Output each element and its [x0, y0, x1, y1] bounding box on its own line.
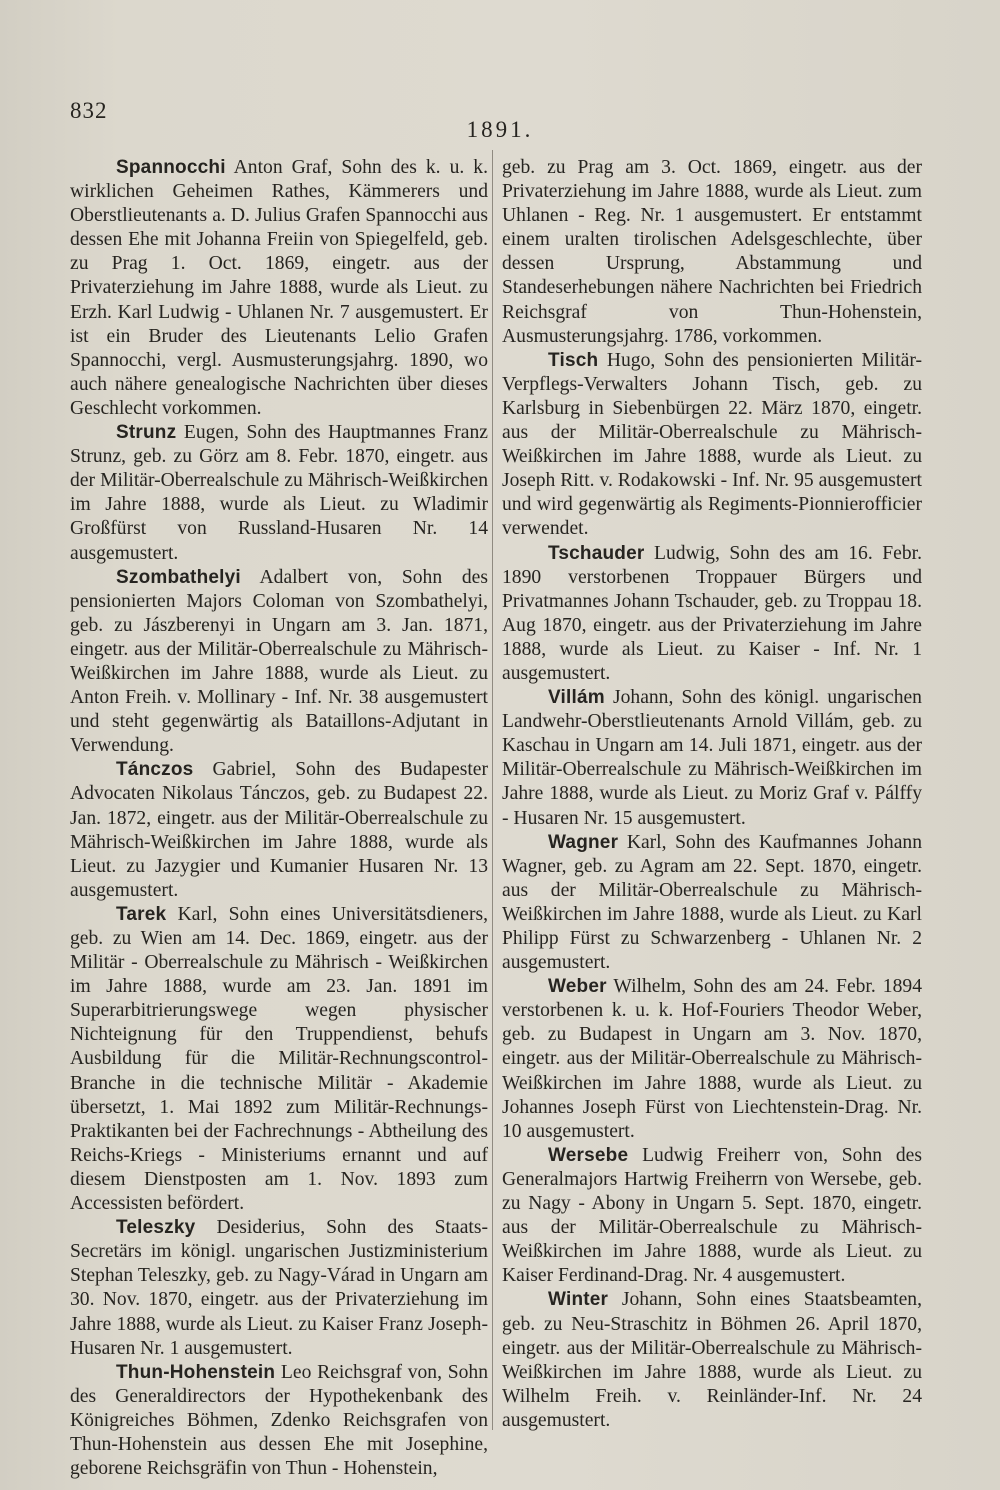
entry-surname: Winter — [548, 1289, 609, 1311]
entry-text: Karl, Sohn des Kaufmannes Johann Wagner, geb. zu Agram am 22. Sept. 1870, eingetr. aus der Militär-Oberrealschule zu Mährisch-Weißkirchen im Jahre 1888, wurde als Lieut. zu Karl Philipp Fürst zu Schwarzenberg - Uhlanen Nr. 2 ausgemustert. — [502, 831, 922, 974]
entry — [502, 686, 922, 831]
entry-surname: Weber — [548, 976, 607, 998]
entry-surname: Villám — [548, 687, 605, 709]
entry — [502, 1288, 922, 1433]
entry-text: Wilhelm, Sohn des am 24. Febr. 1894 verstorbenen k. u. k. Hof-Fouriers Theodor Weber, geb. zu Budapest in Ungarn am 3. Nov. 1870, eingetr. aus der Militär-Oberrealschule zu Mährisch-Weißkirchen im Jahre 1888, wurde als Lieut. zu Johannes Joseph Fürst von Liechtenstein-Drag. Nr. 10 ausgemustert. — [502, 976, 922, 1142]
entry — [70, 903, 488, 1216]
entry — [70, 758, 488, 903]
entry-surname: Wersebe — [548, 1144, 629, 1166]
entry — [70, 156, 488, 421]
entry-text: Johann, Sohn eines Staatsbeamten, geb. zu Neu-Straschitz in Böhmen 26. April 1870, eingetr. aus der Militär-Oberrealschule zu Mährisch-Weißkirchen im Jahre 1888, wurde als Lieut. zu Wilhelm Freih. v. Reinländer-Inf. Nr. 24 ausgemustert. — [502, 1289, 922, 1431]
entry — [70, 1361, 488, 1481]
entry-text: Hugo, Sohn des pensionierten Militär-Verpflegs-Verwalters Johann Tisch, geb. zu Karlsburg in Siebenbürgen 22. März 1870, eingetr. aus der Militär-Oberrealschule zu Mährisch-Weißkirchen im Jahre 1888, wurde als Lieut. zu Joseph Ritt. v. Rodakowski - Inf. Nr. 95 ausgemustert und wird gegenwärtig als Regiments-Pionnierofficier verwendet. — [502, 349, 923, 540]
entry-text: Anton Graf, Sohn des k. u. k. wirklichen Geheimen Rathes, Kämmerers und Oberstlieutenants a. D. Julius Grafen Spannocchi aus dessen Ehe mit Johanna Freiin von Spiegelfeld, geb. zu Prag 1. Oct. 1869, eingetr. aus der Privaterziehung im Jahre 1888, wurde als Lieut. zu Erzh. Karl Ludwig - Uhlanen Nr. 7 ausgemustert. Er ist ein Bruder des Lieutenants Lelio Grafen Spannocchi, vergl. Ausmusterungsjahrg. 1890, wo auch nähere genealogische Nachrichten über dieses Geschlecht vorkommen. — [70, 157, 488, 419]
running-head-year: 1891. — [466, 117, 534, 142]
entry — [502, 831, 922, 976]
left-column — [70, 156, 488, 1481]
entry-surname: Wagner — [548, 831, 619, 853]
entry-surname: Tarek — [116, 903, 167, 925]
entry-text: Eugen, Sohn des Hauptmannes Franz Strunz, geb. zu Görz am 8. Febr. 1870, eingetr. aus der Militär-Oberrealschule zu Mährisch-Weißkirchen im Jahre 1888, wurde als Lieut. zu Wladimir Großfürst von Russland-Husaren Nr. 14 ausgemustert. — [70, 422, 488, 564]
entry-text: Johann, Sohn des königl. ungarischen Landwehr-Oberstlieutenants Arnold Villám, geb. zu Kaschau in Ungarn am 14. Juli 1871, eingetr. aus der Militär-Oberrealschule zu Mährisch-Weißkirchen im Jahre 1888, wurde als Lieut. zu Moriz Graf v. Pálffy - Husaren Nr. 15 ausgemustert. — [502, 687, 922, 829]
right-column — [502, 156, 922, 1433]
entry-text: Karl, Sohn eines Universitätsdieners, geb. zu Wien am 14. Dec. 1869, eingetr. aus der Militär - Oberrealschule zu Mährisch - Weißkirchen im Jahre 1888, wurde am 23. Jan. 1891 im Superarbitrierungswege wegen physischer Nichteignung für den Truppendienst, behufs Ausbildung für die Militär-Rechnungscontrol-Branche in die technische Militär - Akademie übersetzt, 1. Mai 1892 zum Militär-Rechnungs-Praktikanten bei der Fachrechnungs - Abtheilung des Reichs-Kriegs - Ministeriums ernannt und auf diesem Dienstposten am 1. Nov. 1893 zum Accessisten befördert. — [70, 903, 489, 1215]
entry-text: geb. zu Prag am 3. Oct. 1869, eingetr. aus der Privaterziehung im Jahre 1888, wurde als Lieut. zum Uhlanen - Reg. Nr. 1 ausgemustert. Er entstammt einem uralten tirolischen Adelsgeschlechte, über dessen Ursprung, Abstammung und Standeserhebungen nähere Nachrichten bei Friedrich Reichsgraf von Thun-Hohenstein, Ausmusterungsjahrg. 1786, vorkommen. — [502, 157, 922, 347]
entry-text: Desiderius, Sohn des Staats-Secretärs im königl. ungarischen Justizministerium Stephan Teleszky, geb. zu Nagy-Várad in Ungarn am 30. Nov. 1870, eingetr. aus der Privaterziehung im Jahre 1888, wurde als Lieut. zu Kaiser Franz Joseph-Husaren Nr. 1 ausgemustert. — [70, 1217, 488, 1359]
entry-surname: Spannocchi — [116, 157, 226, 178]
page-number: 832 — [70, 98, 108, 123]
entry-surname: Tisch — [548, 349, 599, 371]
column-divider — [492, 150, 493, 1430]
entry-text: Ludwig Freiherr von, Sohn des Generalmajors Hartwig Freiherrn von Wersebe, geb. zu Nagy - Abony in Ungarn 5. Sept. 1870, eingetr. aus der Militär-Oberrealschule zu Mährisch-Weißkirchen im Jahre 1888, wurde als Lieut. zu Kaiser Ferdinand-Drag. Nr. 4 ausgemustert. — [502, 1144, 922, 1287]
entry-surname: Tschauder — [548, 542, 645, 564]
entry — [70, 1216, 488, 1361]
entry-text: Gabriel, Sohn des Budapester Advocaten Nikolaus Tánczos, geb. zu Budapest 22. Jan. 1872, eingetr. aus der Militär-Oberrealschule zu Mährisch-Weißkirchen im Jahre 1888, wurde als Lieut. zu Jazygier und Kumanier Husaren Nr. 13 ausgemustert. — [70, 759, 488, 901]
entry — [502, 349, 922, 542]
entry-text: Leo Reichsgraf von, Sohn des Generaldirectors der Hypothekenbank des Königreiches Böhmen, Zdenko Reichsgrafen von Thun-Hohenstein aus dessen Ehe mit Josephine, geborene Reichsgräfin von Thun - Hohenstein, — [70, 1361, 488, 1480]
entry-surname: Szombathelyi — [116, 566, 241, 588]
entry-continuation — [502, 156, 922, 349]
entry-text: Adalbert von, Sohn des pensionierten Majors Coloman von Szombathelyi, geb. zu Jászberenyi in Ungarn am 3. Jan. 1871, eingetr. aus der Militär-Oberrealschule zu Mährisch-Weißkirchen im Jahre 1888, wurde als Lieut. zu Anton Freih. v. Mollinary - Inf. Nr. 38 ausgemustert und steht gegenwärtig als Bataillons-Adjutant in Verwendung. — [70, 566, 488, 757]
entry — [502, 542, 922, 687]
entry — [70, 421, 488, 566]
entry-surname: Tánczos — [116, 759, 194, 781]
entry — [70, 566, 488, 759]
entry-surname: Teleszky — [116, 1217, 196, 1239]
entry-text: Ludwig, Sohn des am 16. Febr. 1890 verstorbenen Troppauer Bürgers und Privatmannes Johann Tschauder, geb. zu Troppau 18. Aug 1870, eingetr. aus der Privaterziehung im Jahre 1888, wurde als Lieut. zu Kaiser - Inf. Nr. 1 ausgemustert. — [502, 542, 922, 684]
entry — [502, 975, 922, 1144]
entry-surname: Thun-Hohenstein — [116, 1361, 276, 1383]
entry-surname: Strunz — [116, 422, 177, 444]
entry — [502, 1144, 922, 1289]
